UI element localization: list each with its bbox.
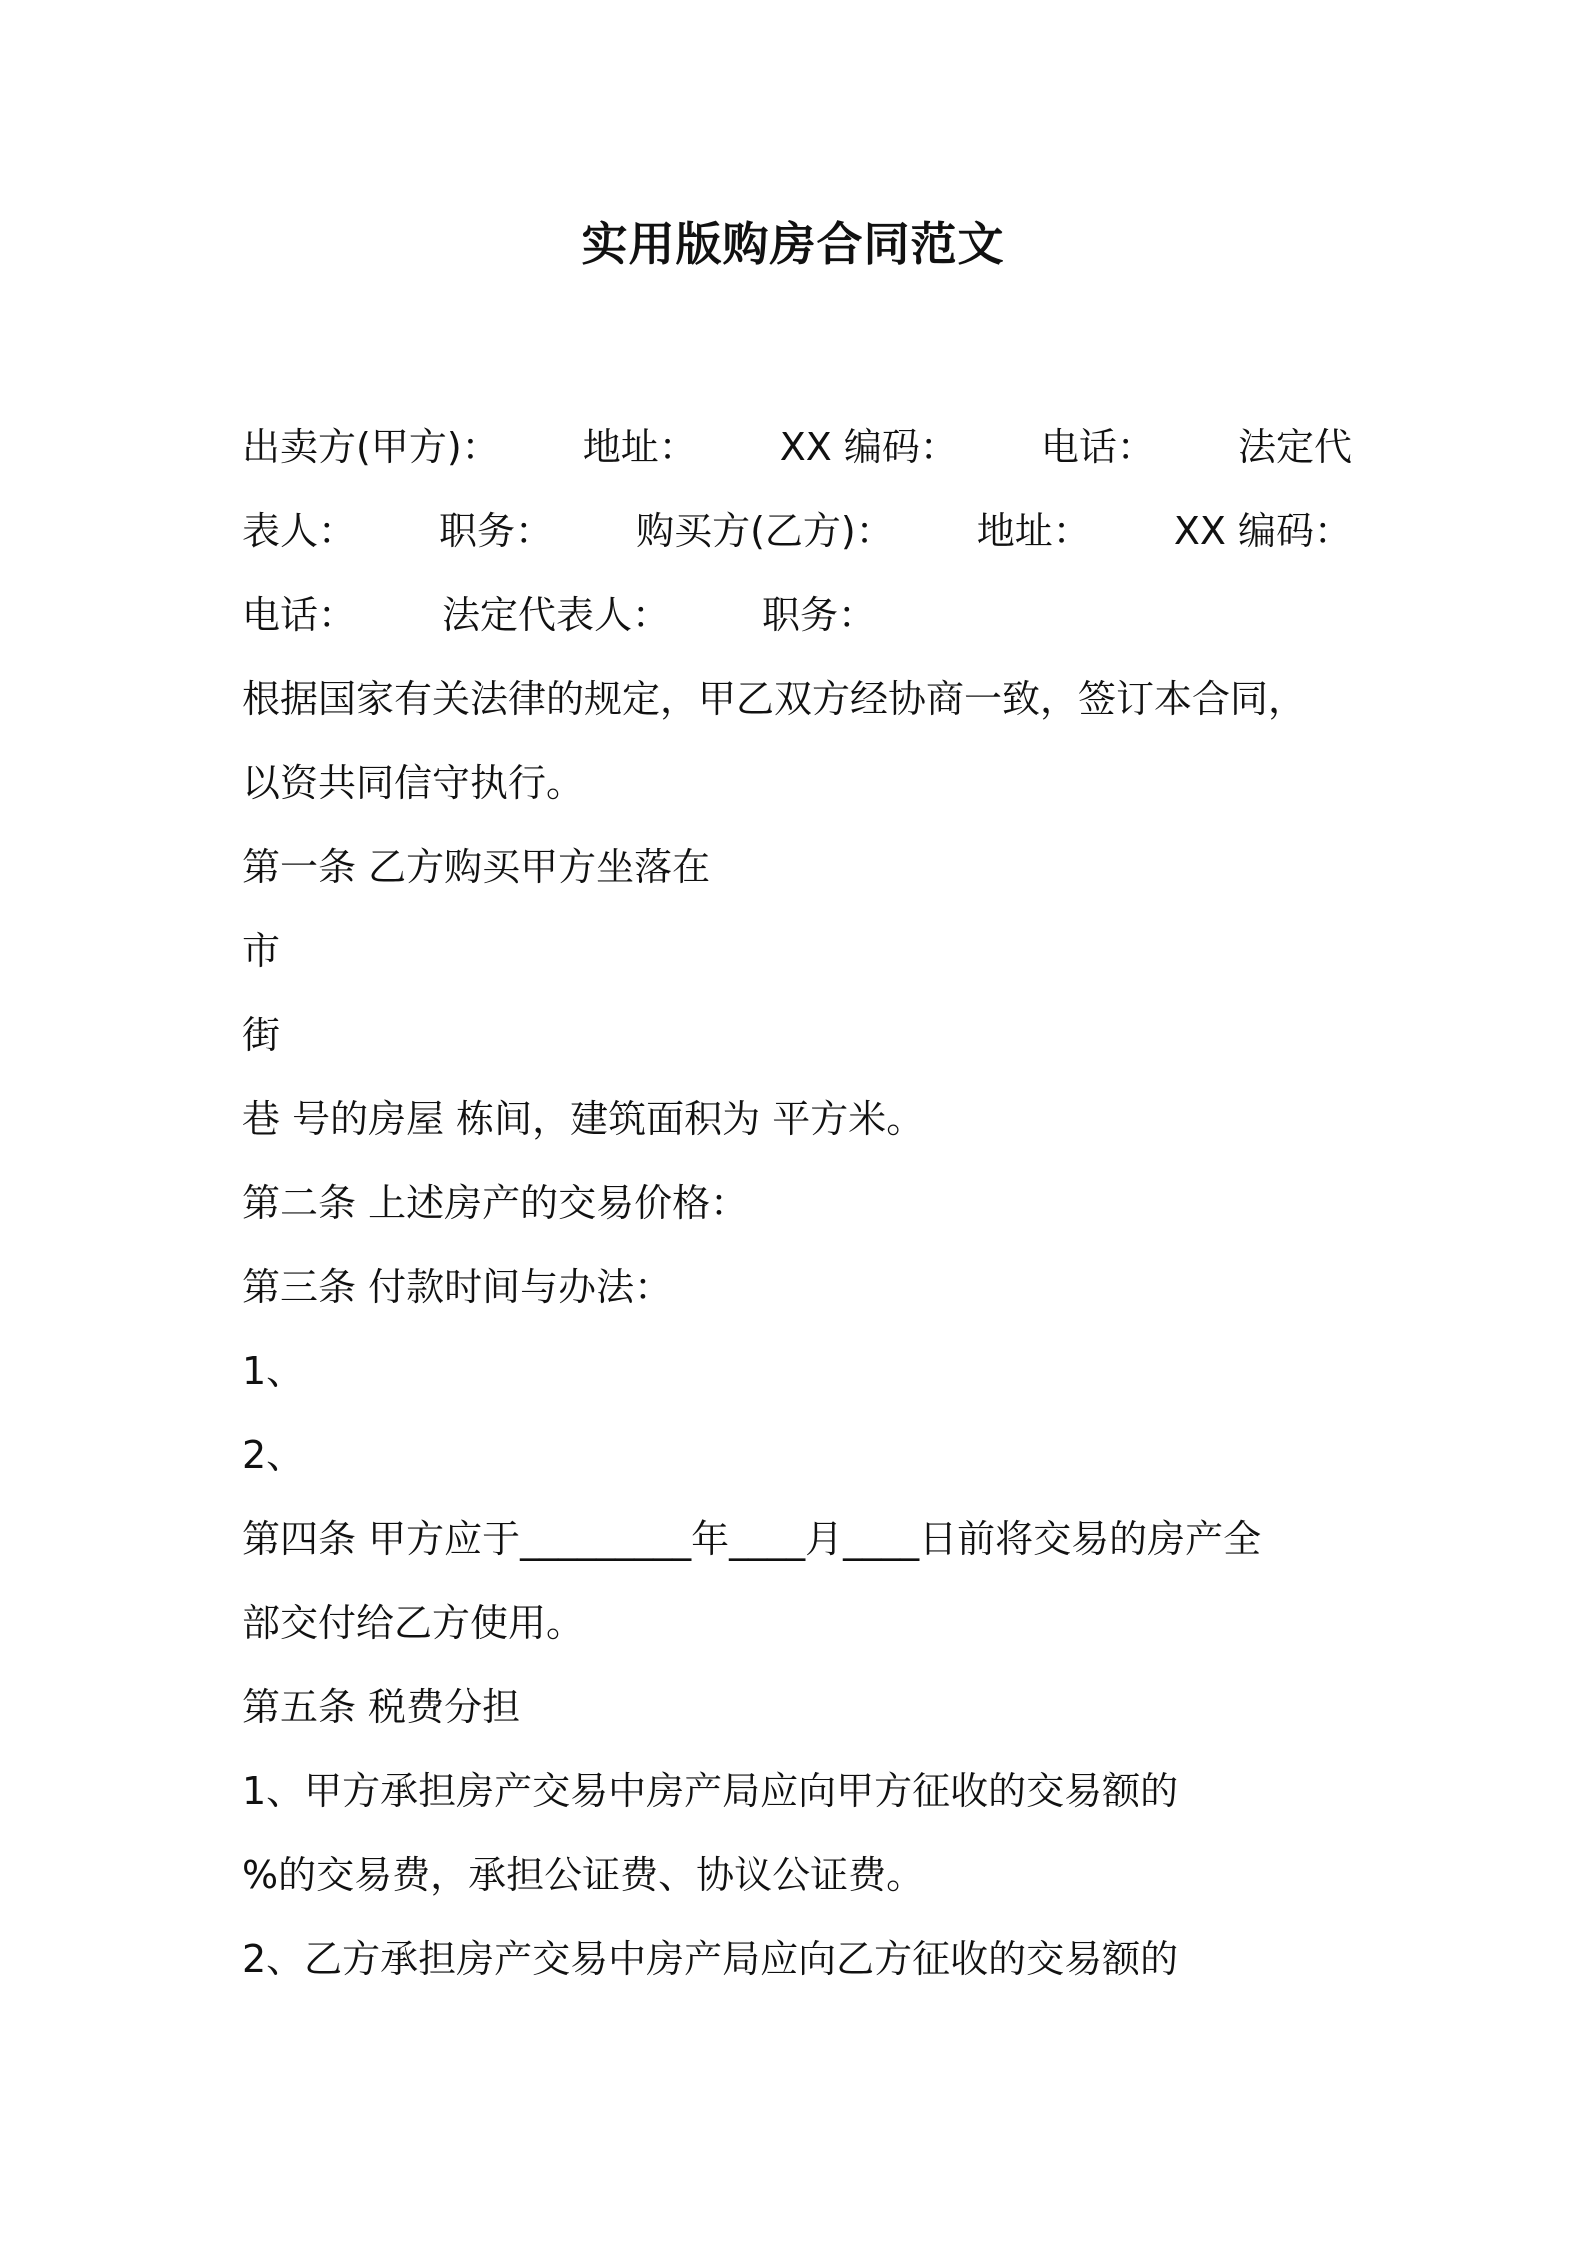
paragraph: 部交付给乙方使用。 — [242, 1601, 585, 1645]
seller-legal-rep-label-start: 法定代 — [1237, 425, 1352, 469]
list-item: 1、 — [242, 1349, 305, 1393]
buyer-phone-label: 电话： — [242, 593, 357, 637]
article-3: 第三条 付款时间与办法： — [242, 1265, 673, 1309]
article-2: 第二条 上述房产的交易价格： — [242, 1181, 749, 1225]
document-title: 实用版购房合同范文 — [581, 217, 1005, 271]
seller-postcode-label: XX 编码： — [779, 425, 958, 469]
list-item: 1、甲方承担房产交易中房产局应向甲方征收的交易额的 — [242, 1769, 1179, 1813]
document-body — [242, 405, 1352, 2001]
buyer-postcode-label: XX 编码： — [1173, 509, 1352, 553]
paragraph: 以资共同信守执行。 — [242, 761, 585, 805]
parties-row-1 — [242, 405, 1352, 489]
buyer-legal-rep-label: 法定代表人： — [442, 593, 671, 637]
seller-label: 出卖方(甲方)： — [242, 425, 500, 469]
article-5: 第五条 税费分担 — [242, 1685, 521, 1729]
article-4: 第四条 甲方应于_________年____月____日前将交易的房产全 — [242, 1517, 1262, 1561]
paragraph: %的交易费，承担公证费、协议公证费。 — [242, 1853, 925, 1897]
seller-position-label: 职务： — [439, 509, 554, 553]
buyer-label: 购买方(乙方)： — [636, 509, 894, 553]
seller-address-label: 地址： — [582, 425, 697, 469]
parties-row-2 — [242, 489, 1352, 573]
seller-phone-label: 电话： — [1040, 425, 1155, 469]
parties-row-3 — [242, 573, 1352, 657]
list-item: 2、 — [242, 1433, 305, 1477]
article-1: 第一条 乙方购买甲方坐落在 — [242, 845, 711, 889]
list-item: 2、乙方承担房产交易中房产局应向乙方征收的交易额的 — [242, 1937, 1179, 1981]
paragraph: 巷 号的房屋 栋间，建筑面积为 平方米。 — [242, 1097, 925, 1141]
buyer-address-label: 地址： — [976, 509, 1091, 553]
seller-legal-rep-label-end: 表人： — [242, 509, 357, 553]
paragraph: 市 — [242, 929, 281, 973]
paragraph: 根据国家有关法律的规定，甲乙双方经协商一致，签订本合同， — [242, 677, 1307, 721]
buyer-position-label: 职务： — [762, 593, 877, 637]
paragraph: 街 — [242, 1013, 281, 1057]
